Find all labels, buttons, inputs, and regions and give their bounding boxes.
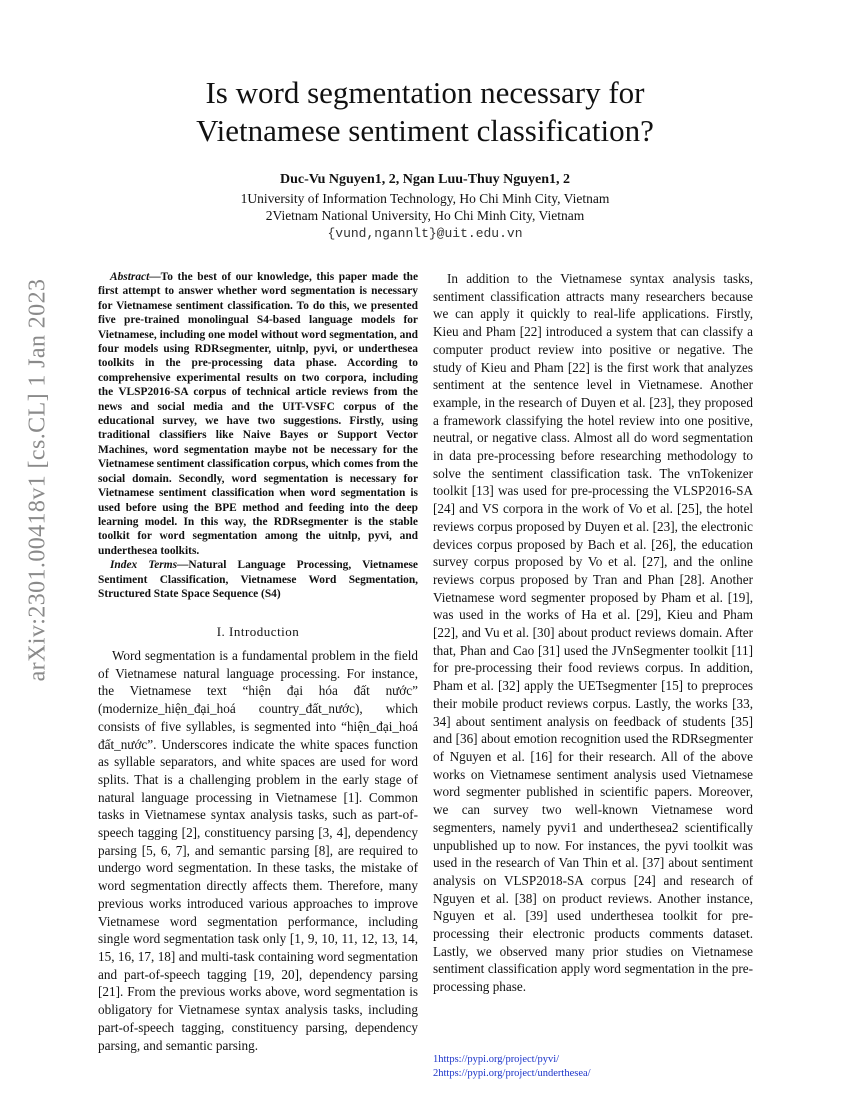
abstract-label: Abstract (110, 271, 150, 283)
affiliation-2: 2Vietnam National University, Ho Chi Minh City, Vietnam (265, 208, 585, 223)
paper-title (0, 74, 850, 150)
footnote-underthesea-link[interactable]: 2https://pypi.org/project/underthesea/ (433, 1068, 591, 1079)
intro-paragraph-1: Word segmentation is a fundamental problem in the field of Vietnamese natural language processing. For instance, the Vietnamese text “hiện đại hóa đất nước” (modernize_hiện_đại_hoá country_đất_nước), which consists of five syllables, is segmented into “hiện_đại_hoá đất_nước”. Underscores indicate the white spaces function as syllable separators, and white spaces are used for word splits. That is a challenging problem in the early stage of natural language processing in Vietnamese [1]. Common tasks in Vietnamese syntax analysis tasks, such as part-of-speech tagging [2], constituency parsing [3, 4], dependency parsing [5, 6, 7], and semantic parsing [8], are required to undergo word segmentation. In these tasks, the mistake of word segmentation directly affects them. Therefore, many previous works introduced various approaches to improve Vietnamese word segmentation performance, including single word segmentation task only [1, 9, 10, 11, 12, 13, 14, 15, 16, 17, 18] and multi-task containing word segmentation and part-of-speech tagging [19, 20], dependency parsing [21]. From the previous works above, word segmentation is obligatory for Vietnamese syntax analysis tasks, including part-of-speech tagging, constituency parsing, dependency parsing, and semantic parsing. (98, 648, 418, 1053)
author-list: Duc-Vu Nguyen1, 2, Ngan Luu-Thuy Nguyen1, 2 (279, 172, 571, 187)
footnotes (433, 1053, 753, 1081)
section-heading-introduction: I. Introduction (216, 624, 300, 640)
right-column (433, 270, 753, 996)
index-terms-label: Index Terms (110, 559, 178, 572)
abstract-block (98, 270, 418, 601)
arxiv-identifier (14, 200, 62, 760)
arxiv-id-text: arXiv:2301.00418v1 [cs.CL] 1 Jan 2023 (24, 278, 51, 682)
affiliation-1: 1University of Information Technology, Ho Chi Minh City, Vietnam (240, 191, 610, 206)
intro-paragraph-2: In addition to the Vietnamese syntax analysis tasks, sentiment classification attracts many researchers because we can apply it quickly to real-life applications. Firstly, Kieu and Pham [22] introduced a system that can classify a computer product review into positive or negative. The study of Kieu and Pham [22] is the first work that analyzes sentiment at the sentence level in Vietnamese. Another example, in the research of Duyen et al. [23], they proposed a framework classifying the hotel review into one positive, neutral, or negative class. Almost all do word segmentation in data pre-processing before researching methodology to solve the sentiment classification task. The vnTokenizer toolkit [13] was used for pre-processing the VLSP2016-SA [24] and VS corpora in the work of Vo et al. [25], the hotel reviews corpus proposed by Duyen et al. [23], the electronic devices corpus proposed by Bach et al. [26], the education survey corpus proposed by Vo et al. [27], and the online reviews corpus proposed by Tran and Phan [28]. Another Vietnamese word segmenter proposed by Pham et al. [19], was used in the works of Ha et al. [29], Kieu and Pham [22], and Vu et al. [30] about product reviews domain. After that, Phan and Cao [31] used the JVnSegmenter toolkit [11] for pre-processing their food reviews corpus. In addition, Pham et al. [32] apply the UETsegmenter [15] to preproces their mobile product reviews corpus. Lastly, the works [33, 34] about sentiment analysis on feedback of students [35] and [36] about emotion recognition used the RDRsegmenter of Nguyen et al. [16] for their research. All of the above works on Vietnamese sentiment analysis used Vietnamese word segmenter published in scientific papers. Moreover, we can survey two well-known Vietnamese word segmenters, namely pyvi1 and underthesea2 scientifically unpublished up to now. For instances, the pyvi toolkit was used in the research of Van Thin et al. [37] about sentiment analysis on VLSP2018-SA corpus [24] and research of Nguyen et al. [38] on product reviews. Another instance, Nguyen et al. [39] used underthesea toolkit for pre-processing their electronic products comments dataset. Lastly, we observed many prior studies on Vietnamese sentiment classification apply word segmentation in the pre-processing phase. (433, 271, 753, 995)
title-line-2: Vietnamese sentiment classification? (196, 113, 654, 148)
index-terms-text: —Natural Language Processing, Vietnamese Sentiment Classification, Vietnamese Word Segmentation, Structured State Space Sequence (S4) (98, 559, 418, 600)
title-line-1: Is word segmentation necessary for (205, 75, 645, 110)
footnote-pyvi-link[interactable]: 1https://pypi.org/project/pyvi/ (433, 1054, 560, 1065)
author-email: {vund,ngannlt}@uit.edu.vn (327, 226, 523, 241)
abstract-text: —To the best of our knowledge, this paper made the first attempt to answer whether word segmentation is necessary for Vietnamese sentiment classification. To do this, we presented five pre-trained monolingual S4-based language models for Vietnamese, including one model without word segmentation, and four models using RDRsegmenter, uitnlp, pyvi, or underthesea toolkits in the pre-processing data phase. According to comprehensive experimental results on two corpora, including the VLSP2016-SA corpus of technical article reviews from the news and social media and the UIT-VSFC corpus of the educational survey, we have two suggestions. Firstly, using traditional classifiers like Naive Bayes or Support Vector Machines, word segmentation maybe not be necessary for the Vietnamese sentiment classification corpus, which comes from the social domain. Secondly, word segmentation is necessary for Vietnamese sentiment classification when word segmentation is used before using the BPE method and feeding into the deep learning model. In this way, the RDRsegmenter is the stable toolkit for word segmentation among the uitnlp, pyvi, and underthesea toolkits. (98, 271, 418, 557)
left-column (98, 270, 418, 1054)
